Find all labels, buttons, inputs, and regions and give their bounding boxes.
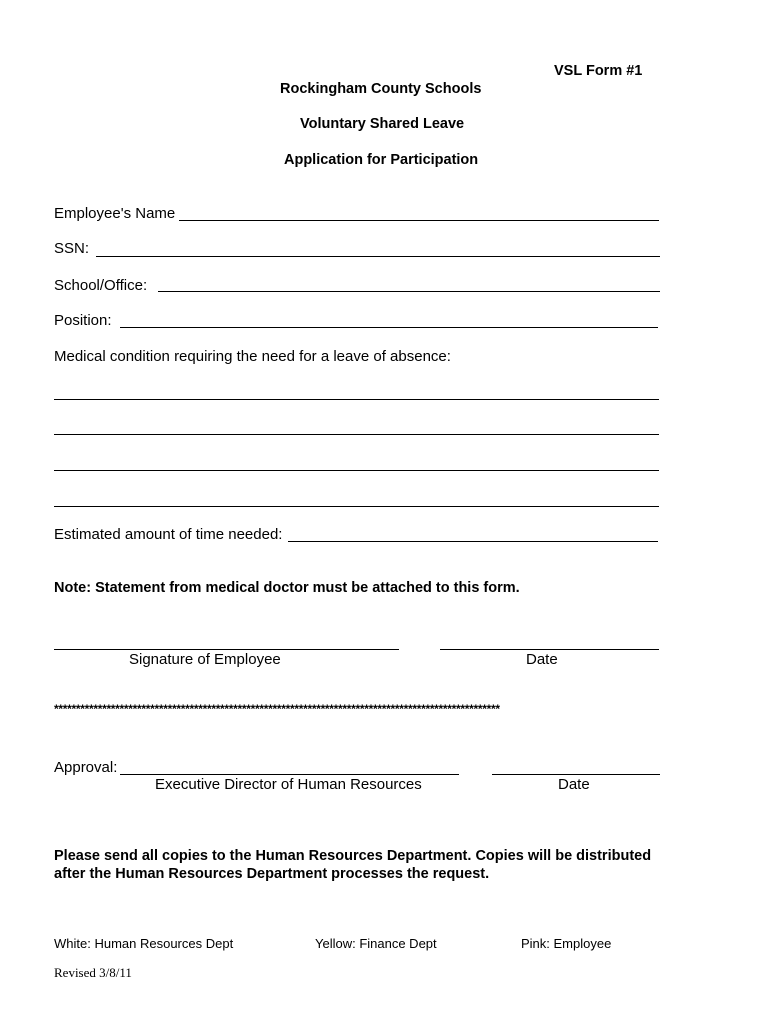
program-name: Voluntary Shared Leave	[300, 116, 465, 132]
form-id: VSL Form #1	[554, 63, 643, 79]
approval-signature-field[interactable]	[120, 758, 459, 775]
instructions-line-1: Please send all copies to the Human Resources Department. Copies will be distributed	[54, 848, 652, 864]
employee-name-field[interactable]	[179, 204, 659, 221]
position-field[interactable]	[120, 311, 658, 328]
medical-condition-line-3[interactable]	[54, 454, 659, 471]
approval-date-field[interactable]	[492, 758, 660, 775]
instructions-line-2: after the Human Resources Department processes the request.	[54, 866, 490, 882]
medical-note: Note: Statement from medical doctor must be attached to this form.	[54, 580, 520, 596]
distribution-white: White: Human Resources Dept	[54, 936, 234, 951]
ssn-field[interactable]	[96, 240, 660, 257]
medical-condition-line-4[interactable]	[54, 490, 659, 507]
school-office-label: School/Office:	[54, 277, 148, 294]
separator-asterisks: ******************************************************************************************************	[54, 702, 500, 716]
signature-caption: Signature of Employee	[129, 651, 281, 668]
medical-condition-line-2[interactable]	[54, 418, 659, 435]
form-title: Application for Participation	[284, 152, 479, 168]
ssn-label: SSN:	[54, 240, 90, 257]
medical-condition-line-1[interactable]	[54, 383, 659, 400]
signature-date-caption: Date	[526, 651, 558, 668]
approval-label: Approval:	[54, 759, 118, 776]
estimated-time-field[interactable]	[288, 525, 658, 542]
position-label: Position:	[54, 312, 112, 329]
distribution-yellow: Yellow: Finance Dept	[315, 936, 437, 951]
distribution-pink: Pink: Employee	[521, 936, 612, 951]
medical-condition-label: Medical condition requiring the need for a leave of absence:	[54, 348, 451, 365]
estimated-time-label: Estimated amount of time needed:	[54, 526, 283, 543]
employee-date-field[interactable]	[440, 633, 659, 650]
employee-signature-field[interactable]	[54, 633, 399, 650]
employee-name-label: Employee's Name	[54, 205, 176, 222]
approver-caption: Executive Director of Human Resources	[155, 776, 422, 793]
organization-name: Rockingham County Schools	[280, 81, 482, 97]
approval-date-caption: Date	[558, 776, 590, 793]
school-office-field[interactable]	[158, 275, 660, 292]
revised-date: Revised 3/8/11	[54, 965, 132, 980]
